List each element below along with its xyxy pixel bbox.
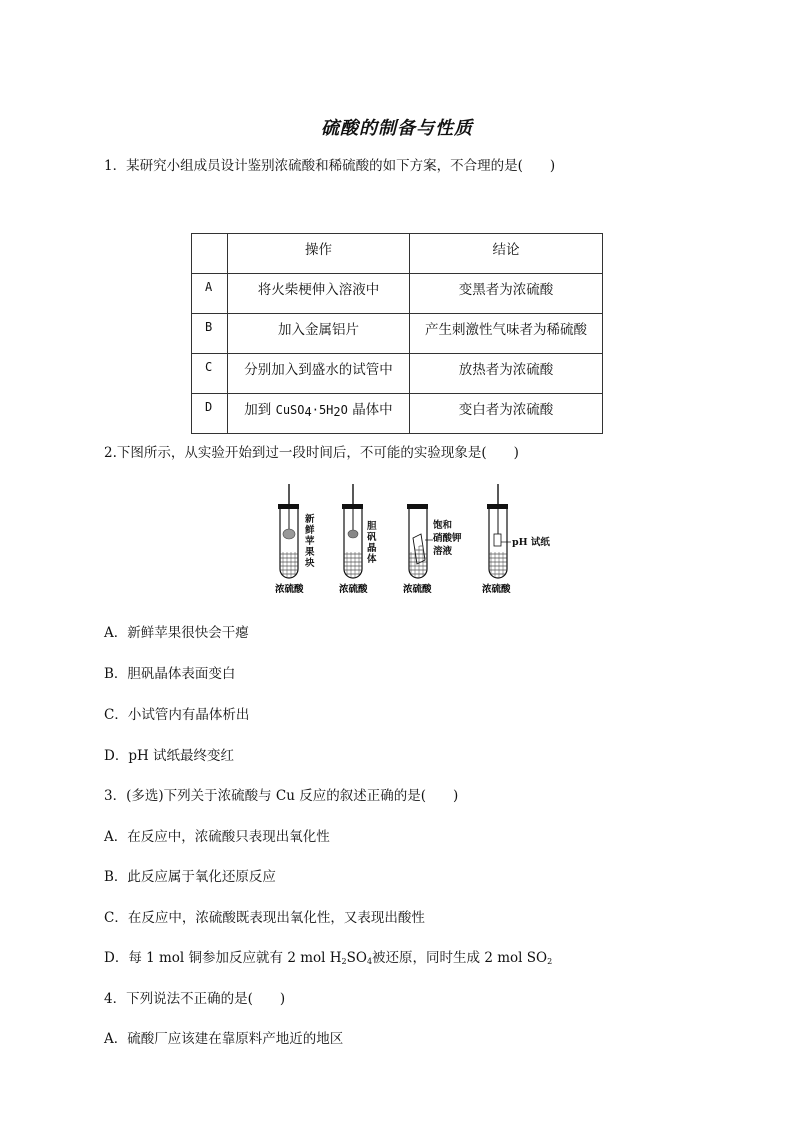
tube3-side-label: 饱和 [433, 520, 453, 531]
question-3-option-c: C．在反应中，浓硫酸既表现出氧化性，又表现出酸性 [104, 910, 425, 926]
question-2-option-a: A．新鲜苹果很快会干瘪 [104, 625, 249, 641]
table-header-key [192, 234, 228, 274]
svg-text:晶: 晶 [367, 543, 377, 554]
table-row [192, 314, 603, 354]
svg-text:块: 块 [305, 558, 315, 569]
row-conclusion: 变白者为浓硫酸 [458, 402, 554, 418]
svg-text:硝酸钾: 硝酸钾 [433, 533, 462, 544]
table-header-conclusion: 结论 [410, 234, 603, 274]
page-title: 硫酸的制备与性质 [321, 118, 473, 139]
question-2-option-c: C．小试管内有晶体析出 [104, 707, 250, 723]
tube1-side-label: 新 [305, 514, 315, 525]
table-header-row [192, 234, 603, 274]
tube2-side-label: 胆 [367, 521, 377, 532]
table-row [192, 394, 603, 434]
tube4-bottom-label: 浓硫酸 [482, 584, 511, 595]
question-2-option-b: B．胆矾晶体表面变白 [104, 666, 236, 682]
tube-apple [275, 484, 315, 595]
question-3-option-b: B．此反应属于氧化还原反应 [104, 869, 276, 885]
question-4-option-a: A．硫酸厂应该建在靠原料产地近的地区 [104, 1031, 344, 1047]
row-op: 加到 $CuSO_4\cdot 5H_2O$ 晶体中 [244, 402, 393, 419]
row-key: A [205, 280, 213, 294]
tube-ph-paper [482, 484, 550, 595]
tube2-bottom-label: 浓硫酸 [339, 584, 368, 595]
question-3-option-d: D．每 1 mol 铜参加反应就有 2 mol $H_2SO_4$被还原，同时生成 2 mol $SO_2$ [104, 950, 553, 966]
svg-text:鲜: 鲜 [305, 525, 315, 536]
question-2-option-d: D．pH 试纸最终变红 [104, 748, 235, 764]
row-conclusion: 放热者为浓硫酸 [458, 362, 554, 378]
row-key: D [205, 400, 213, 414]
test-tube-figure [265, 484, 555, 600]
row-conclusion: 产生刺激性气味者为稀硫酸 [425, 322, 587, 338]
question-3-option-a: A．在反应中，浓硫酸只表现出氧化性 [104, 829, 330, 845]
ph-paper-icon [494, 534, 501, 546]
row-op: 将火柴梗伸入溶液中 [257, 282, 380, 298]
table-row [192, 274, 603, 314]
tube-potassium-nitrate [403, 504, 462, 595]
svg-text:体: 体 [367, 554, 377, 565]
question-1-stem: 1．某研究小组成员设计鉴别浓硫酸和稀硫酸的如下方案，不合理的是( ) [104, 158, 556, 174]
svg-text:溶液: 溶液 [433, 546, 453, 557]
tube4-side-label: pH 试纸 [512, 537, 550, 548]
table-row [192, 354, 603, 394]
tube1-bottom-label: 浓硫酸 [275, 584, 304, 595]
question-4-stem: 4．下列说法不正确的是( ) [104, 991, 286, 1007]
tube-copper-sulfate [339, 484, 377, 595]
question-3-stem: 3．(多选)下列关于浓硫酸与 Cu 反应的叙述正确的是( ) [104, 788, 459, 804]
row-op: 分别加入到盛水的试管中 [244, 362, 393, 378]
question-1-table [191, 233, 603, 434]
row-conclusion: 变黑者为浓硫酸 [458, 282, 554, 298]
svg-text:矾: 矾 [367, 532, 377, 543]
row-key: B [205, 320, 213, 334]
row-op: 加入金属铝片 [278, 322, 359, 338]
apple-icon [283, 529, 295, 539]
tube3-bottom-label: 浓硫酸 [403, 584, 432, 595]
question-2-stem: 2.下图所示，从实验开始到过一段时间后，不可能的实验现象是( ) [104, 445, 519, 461]
row-key: C [205, 360, 213, 374]
svg-text:果: 果 [305, 547, 315, 558]
crystal-icon [348, 530, 358, 538]
table-header-op: 操作 [228, 234, 410, 274]
svg-text:苹: 苹 [305, 536, 315, 547]
